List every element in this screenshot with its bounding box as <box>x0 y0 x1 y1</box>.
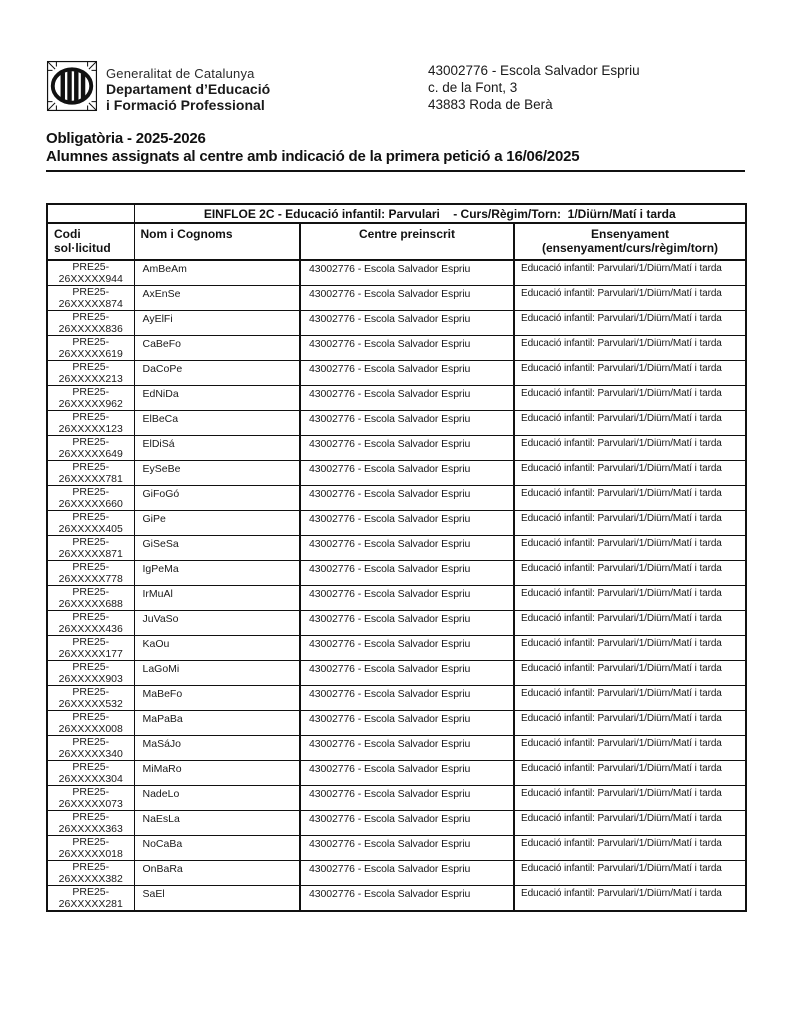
codi-header-line2: sol·licitud <box>54 241 111 255</box>
table-row <box>47 836 746 861</box>
cell-nom-cognoms: AxEnSe <box>134 286 300 311</box>
group-header-sliver <box>47 204 134 223</box>
cell-centre-preinscrit: 43002776 - Escola Salvador Espriu <box>300 286 514 311</box>
cell-codi-sollicitud <box>47 711 134 736</box>
cell-centre-preinscrit: 43002776 - Escola Salvador Espriu <box>300 361 514 386</box>
table-row <box>47 861 746 886</box>
table-row <box>47 260 746 286</box>
cell-ensenyament: Educació infantil: Parvulari/1/Diürn/Matí i tarda <box>514 786 746 811</box>
codi-line1: PRE25- <box>72 686 110 698</box>
table-row <box>47 711 746 736</box>
cell-nom-cognoms: GiSeSa <box>134 536 300 561</box>
cell-ensenyament: Educació infantil: Parvulari/1/Diürn/Matí i tarda <box>514 436 746 461</box>
org-department-line2: i Formació Professional <box>106 97 265 113</box>
cell-ensenyament: Educació infantil: Parvulari/1/Diürn/Matí i tarda <box>514 561 746 586</box>
codi-line2: 26XXXXX213 <box>58 372 123 385</box>
title-line-description: Alumnes assignats al centre amb indicació de la primera petició a 16/06/2025 <box>46 148 580 165</box>
codi-line1: PRE25- <box>72 361 110 373</box>
codi-line1: PRE25- <box>72 336 110 348</box>
cell-centre-preinscrit: 43002776 - Escola Salvador Espriu <box>300 836 514 861</box>
codi-line2: 26XXXXX123 <box>58 422 123 435</box>
org-header <box>46 60 270 113</box>
cell-centre-preinscrit: 43002776 - Escola Salvador Espriu <box>300 511 514 536</box>
cell-codi-sollicitud <box>47 886 134 912</box>
table-row <box>47 486 746 511</box>
cell-nom-cognoms: MaPaBa <box>134 711 300 736</box>
cell-codi-sollicitud <box>47 836 134 861</box>
codi-line1: PRE25- <box>72 661 110 673</box>
document-title-block <box>46 130 745 172</box>
table-row <box>47 336 746 361</box>
codi-line1: PRE25- <box>72 886 110 898</box>
cell-nom-cognoms: ElBeCa <box>134 411 300 436</box>
cell-centre-preinscrit: 43002776 - Escola Salvador Espriu <box>300 811 514 836</box>
cell-codi-sollicitud <box>47 486 134 511</box>
codi-line1: PRE25- <box>72 586 110 598</box>
cell-centre-preinscrit: 43002776 - Escola Salvador Espriu <box>300 311 514 336</box>
table-row <box>47 311 746 336</box>
table-row <box>47 636 746 661</box>
cell-centre-preinscrit: 43002776 - Escola Salvador Espriu <box>300 536 514 561</box>
codi-line1: PRE25- <box>72 811 110 823</box>
cell-centre-preinscrit: 43002776 - Escola Salvador Espriu <box>300 561 514 586</box>
cell-centre-preinscrit: 43002776 - Escola Salvador Espriu <box>300 761 514 786</box>
codi-line2: 26XXXXX018 <box>58 847 123 860</box>
cell-centre-preinscrit: 43002776 - Escola Salvador Espriu <box>300 260 514 286</box>
cell-nom-cognoms: NoCaBa <box>134 836 300 861</box>
codi-line1: PRE25- <box>72 611 110 623</box>
title-line-regime: Obligatòria - 2025-2026 <box>46 130 206 147</box>
column-header-ensenyament <box>514 223 746 260</box>
cell-centre-preinscrit: 43002776 - Escola Salvador Espriu <box>300 711 514 736</box>
table-row <box>47 461 746 486</box>
codi-line1: PRE25- <box>72 386 110 398</box>
table-row <box>47 736 746 761</box>
cell-codi-sollicitud <box>47 561 134 586</box>
codi-line2: 26XXXXX781 <box>58 472 123 485</box>
codi-line2: 26XXXXX177 <box>58 647 123 660</box>
cell-nom-cognoms: LaGoMi <box>134 661 300 686</box>
cell-ensenyament: Educació infantil: Parvulari/1/Diürn/Matí i tarda <box>514 711 746 736</box>
table-row <box>47 761 746 786</box>
cell-ensenyament: Educació infantil: Parvulari/1/Diürn/Matí i tarda <box>514 636 746 661</box>
cell-centre-preinscrit: 43002776 - Escola Salvador Espriu <box>300 586 514 611</box>
codi-line1: PRE25- <box>72 836 110 848</box>
table-row <box>47 561 746 586</box>
cell-ensenyament: Educació infantil: Parvulari/1/Diürn/Matí i tarda <box>514 260 746 286</box>
cell-ensenyament: Educació infantil: Parvulari/1/Diürn/Matí i tarda <box>514 886 746 912</box>
cell-nom-cognoms: MaSáJo <box>134 736 300 761</box>
cell-centre-preinscrit: 43002776 - Escola Salvador Espriu <box>300 436 514 461</box>
table-row <box>47 686 746 711</box>
cell-ensenyament: Educació infantil: Parvulari/1/Diürn/Matí i tarda <box>514 736 746 761</box>
table-row <box>47 361 746 386</box>
table-row <box>47 411 746 436</box>
cell-codi-sollicitud <box>47 536 134 561</box>
cell-codi-sollicitud <box>47 511 134 536</box>
cell-ensenyament: Educació infantil: Parvulari/1/Diürn/Matí i tarda <box>514 836 746 861</box>
cell-nom-cognoms: DaCoPe <box>134 361 300 386</box>
table-row <box>47 786 746 811</box>
cell-codi-sollicitud <box>47 286 134 311</box>
codi-line2: 26XXXXX903 <box>58 672 123 685</box>
cell-nom-cognoms: IgPeMa <box>134 561 300 586</box>
table-row <box>47 886 746 912</box>
cell-nom-cognoms: EdNiDa <box>134 386 300 411</box>
ensenyament-header-line2: (ensenyament/curs/règim/torn) <box>541 241 719 255</box>
cell-nom-cognoms: EySeBe <box>134 461 300 486</box>
cell-centre-preinscrit: 43002776 - Escola Salvador Espriu <box>300 411 514 436</box>
codi-line1: PRE25- <box>72 411 110 423</box>
codi-line2: 26XXXXX944 <box>58 272 123 285</box>
cell-centre-preinscrit: 43002776 - Escola Salvador Espriu <box>300 886 514 912</box>
cell-codi-sollicitud <box>47 661 134 686</box>
codi-line1: PRE25- <box>72 311 110 323</box>
cell-nom-cognoms: MiMaRo <box>134 761 300 786</box>
school-city: 43883 Roda de Berà <box>428 97 553 112</box>
cell-codi-sollicitud <box>47 411 134 436</box>
cell-ensenyament: Educació infantil: Parvulari/1/Diürn/Matí i tarda <box>514 661 746 686</box>
codi-line1: PRE25- <box>72 711 110 723</box>
cell-nom-cognoms: SaEl <box>134 886 300 912</box>
generalitat-catalunya-shield-icon <box>46 60 98 112</box>
table-row <box>47 386 746 411</box>
codi-line2: 26XXXXX660 <box>58 497 123 510</box>
cell-centre-preinscrit: 43002776 - Escola Salvador Espriu <box>300 461 514 486</box>
cell-nom-cognoms: JuVaSo <box>134 611 300 636</box>
codi-line2: 26XXXXX073 <box>58 797 123 810</box>
codi-header-line1: Codi <box>54 227 81 241</box>
cell-ensenyament: Educació infantil: Parvulari/1/Diürn/Matí i tarda <box>514 311 746 336</box>
codi-line2: 26XXXXX688 <box>58 597 123 610</box>
table-row <box>47 811 746 836</box>
codi-line1: PRE25- <box>72 536 110 548</box>
cell-centre-preinscrit: 43002776 - Escola Salvador Espriu <box>300 861 514 886</box>
table-row <box>47 536 746 561</box>
cell-ensenyament: Educació infantil: Parvulari/1/Diürn/Matí i tarda <box>514 611 746 636</box>
codi-line1: PRE25- <box>72 286 110 298</box>
school-address-block <box>428 62 640 113</box>
codi-line1: PRE25- <box>72 636 110 648</box>
codi-line1: PRE25- <box>72 786 110 798</box>
cell-ensenyament: Educació infantil: Parvulari/1/Diürn/Matí i tarda <box>514 286 746 311</box>
cell-codi-sollicitud <box>47 686 134 711</box>
cell-codi-sollicitud <box>47 311 134 336</box>
codi-line2: 26XXXXX363 <box>58 822 123 835</box>
table-row <box>47 611 746 636</box>
cell-codi-sollicitud <box>47 811 134 836</box>
codi-line2: 26XXXXX874 <box>58 297 123 310</box>
org-department-line1: Departament d’Educació <box>106 81 271 97</box>
table-row <box>47 286 746 311</box>
assignment-table-body <box>47 260 746 911</box>
codi-line2: 26XXXXX962 <box>58 397 123 410</box>
cell-ensenyament: Educació infantil: Parvulari/1/Diürn/Matí i tarda <box>514 486 746 511</box>
cell-codi-sollicitud <box>47 386 134 411</box>
table-row <box>47 436 746 461</box>
cell-codi-sollicitud <box>47 861 134 886</box>
org-text-block <box>106 60 270 113</box>
codi-line2: 26XXXXX619 <box>58 347 123 360</box>
codi-line1: PRE25- <box>72 561 110 573</box>
ensenyament-header-line1: Ensenyament <box>590 227 670 241</box>
codi-line2: 26XXXXX304 <box>58 772 123 785</box>
cell-codi-sollicitud <box>47 586 134 611</box>
cell-codi-sollicitud <box>47 611 134 636</box>
column-header-nom: Nom i Cognoms <box>134 223 300 260</box>
cell-nom-cognoms: OnBaRa <box>134 861 300 886</box>
codi-line2: 26XXXXX532 <box>58 697 123 710</box>
org-name: Generalitat de Catalunya <box>106 66 255 81</box>
cell-nom-cognoms: CaBeFo <box>134 336 300 361</box>
codi-line1: PRE25- <box>72 486 110 498</box>
column-header-row <box>47 223 746 260</box>
cell-codi-sollicitud <box>47 761 134 786</box>
cell-ensenyament: Educació infantil: Parvulari/1/Diürn/Matí i tarda <box>514 361 746 386</box>
codi-line2: 26XXXXX340 <box>58 747 123 760</box>
school-street: c. de la Font, 3 <box>428 80 518 95</box>
codi-line1: PRE25- <box>72 761 110 773</box>
cell-centre-preinscrit: 43002776 - Escola Salvador Espriu <box>300 611 514 636</box>
cell-nom-cognoms: AmBeAm <box>134 260 300 286</box>
cell-codi-sollicitud <box>47 361 134 386</box>
cell-codi-sollicitud <box>47 736 134 761</box>
school-code-name: 43002776 - Escola Salvador Espriu <box>428 63 640 78</box>
cell-centre-preinscrit: 43002776 - Escola Salvador Espriu <box>300 636 514 661</box>
cell-nom-cognoms: ElDiSá <box>134 436 300 461</box>
cell-centre-preinscrit: 43002776 - Escola Salvador Espriu <box>300 661 514 686</box>
codi-line2: 26XXXXX778 <box>58 572 123 585</box>
column-header-centre: Centre preinscrit <box>300 223 514 260</box>
codi-line2: 26XXXXX871 <box>58 547 123 560</box>
codi-line1: PRE25- <box>72 511 110 523</box>
codi-line2: 26XXXXX382 <box>58 872 123 885</box>
cell-centre-preinscrit: 43002776 - Escola Salvador Espriu <box>300 336 514 361</box>
cell-centre-preinscrit: 43002776 - Escola Salvador Espriu <box>300 786 514 811</box>
cell-ensenyament: Educació infantil: Parvulari/1/Diürn/Matí i tarda <box>514 586 746 611</box>
cell-ensenyament: Educació infantil: Parvulari/1/Diürn/Matí i tarda <box>514 461 746 486</box>
assignment-table <box>46 203 747 912</box>
table-row <box>47 661 746 686</box>
cell-ensenyament: Educació infantil: Parvulari/1/Diürn/Matí i tarda <box>514 411 746 436</box>
cell-ensenyament: Educació infantil: Parvulari/1/Diürn/Matí i tarda <box>514 336 746 361</box>
cell-nom-cognoms: IrMuAl <box>134 586 300 611</box>
cell-nom-cognoms: NaEsLa <box>134 811 300 836</box>
codi-line2: 26XXXXX649 <box>58 447 123 460</box>
cell-centre-preinscrit: 43002776 - Escola Salvador Espriu <box>300 386 514 411</box>
cell-codi-sollicitud <box>47 260 134 286</box>
cell-ensenyament: Educació infantil: Parvulari/1/Diürn/Matí i tarda <box>514 386 746 411</box>
codi-line1: PRE25- <box>72 436 110 448</box>
cell-nom-cognoms: AyElFi <box>134 311 300 336</box>
codi-line2: 26XXXXX008 <box>58 722 123 735</box>
cell-ensenyament: Educació infantil: Parvulari/1/Diürn/Matí i tarda <box>514 761 746 786</box>
cell-nom-cognoms: GiFoGó <box>134 486 300 511</box>
cell-centre-preinscrit: 43002776 - Escola Salvador Espriu <box>300 736 514 761</box>
cell-codi-sollicitud <box>47 461 134 486</box>
cell-codi-sollicitud <box>47 336 134 361</box>
group-header-title: EINFLOE 2C - Educació infantil: Parvulari - Curs/Règim/Torn: 1/Diürn/Matí i tarda <box>134 204 746 223</box>
cell-ensenyament: Educació infantil: Parvulari/1/Diürn/Matí i tarda <box>514 811 746 836</box>
table-row <box>47 586 746 611</box>
cell-centre-preinscrit: 43002776 - Escola Salvador Espriu <box>300 686 514 711</box>
cell-nom-cognoms: GiPe <box>134 511 300 536</box>
cell-codi-sollicitud <box>47 786 134 811</box>
codi-line1: PRE25- <box>72 461 110 473</box>
cell-nom-cognoms: KaOu <box>134 636 300 661</box>
cell-ensenyament: Educació infantil: Parvulari/1/Diürn/Matí i tarda <box>514 861 746 886</box>
codi-line1: PRE25- <box>72 736 110 748</box>
cell-ensenyament: Educació infantil: Parvulari/1/Diürn/Matí i tarda <box>514 511 746 536</box>
column-header-codi <box>47 223 134 260</box>
codi-line1: PRE25- <box>72 861 110 873</box>
codi-line2: 26XXXXX436 <box>58 622 123 635</box>
cell-nom-cognoms: MaBeFo <box>134 686 300 711</box>
cell-codi-sollicitud <box>47 636 134 661</box>
cell-ensenyament: Educació infantil: Parvulari/1/Diürn/Matí i tarda <box>514 686 746 711</box>
codi-line2: 26XXXXX405 <box>58 522 123 535</box>
cell-centre-preinscrit: 43002776 - Escola Salvador Espriu <box>300 486 514 511</box>
group-header-row <box>47 204 746 223</box>
cell-nom-cognoms: NadeLo <box>134 786 300 811</box>
codi-line2: 26XXXXX281 <box>58 897 123 910</box>
cell-codi-sollicitud <box>47 436 134 461</box>
codi-line2: 26XXXXX836 <box>58 322 123 335</box>
table-row <box>47 511 746 536</box>
cell-ensenyament: Educació infantil: Parvulari/1/Diürn/Matí i tarda <box>514 536 746 561</box>
codi-line1: PRE25- <box>72 261 110 273</box>
